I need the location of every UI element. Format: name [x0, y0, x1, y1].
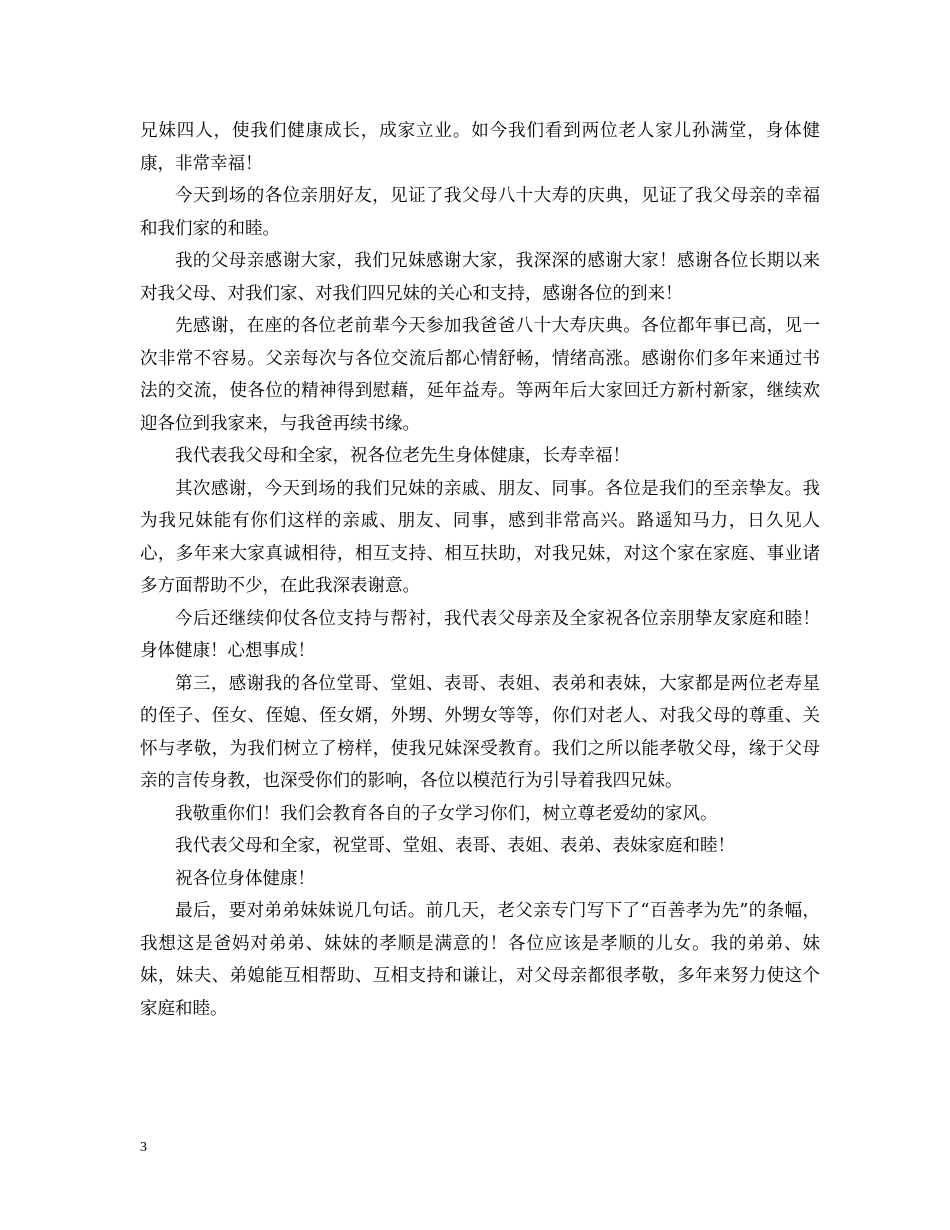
paragraph-12: 最后，要对弟弟妹妹说几句话。前几天，老父亲专门写下了“百善孝为先”的条幅，我想这是爸妈对弟弟、妹妹的孝顺是满意的！各位应该是孝顺的儿女。我的弟弟、妹妹，妹夫、弟媳能互相帮助、互相支持和谦让，对父母亲都很孝敬，多年来努力使这个家庭和睦。	[140, 901, 820, 1019]
paragraph-2: 今天到场的各位亲朋好友，见证了我父母八十大寿的庆典，见证了我父母亲的幸福和我们家的和睦。	[140, 186, 820, 239]
paragraph-4: 先感谢，在座的各位老前辈今天参加我爸爸八十大寿庆典。各位都年事已高，见一次非常不容易。父亲每次与各位交流后都心情舒畅，情绪高涨。感谢你们多年来通过书法的交流，使各位的精神得到慰藉，延年益寿。等两年后大家回迁方新村新家，继续欢迎各位到我家来，与我爸再续书缘。	[140, 316, 820, 434]
paragraph-10: 我代表父母和全家，祝堂哥、堂姐、表哥、表姐、表弟、表妹家庭和睦！	[175, 836, 735, 856]
paragraph-8: 第三，感谢我的各位堂哥、堂姐、表哥、表姐、表弟和表妹，大家都是两位老寿星的侄子、侄女、侄媳、侄女婿，外甥、外甥女等等，你们对老人、对我父母的尊重、关怀与孝敬，为我们树立了榜样，使我兄妹深受教育。我们之所以能孝敬父母，缘于父母亲的言传身教，也深受你们的影响，各位以模范行为引导着我四兄妹。	[140, 673, 820, 791]
paragraph-5: 我代表我父母和全家，祝各位老先生身体健康，长寿幸福！	[175, 446, 630, 466]
paragraph-7: 今后还继续仰仗各位支持与帮衬，我代表父母亲及全家祝各位亲朋挚友家庭和睦！身体健康！心想事成！	[140, 608, 820, 661]
paragraph-11: 祝各位身体健康！	[175, 868, 315, 889]
page-number: 3	[140, 1140, 147, 1155]
paragraph-1: 兄妹四人，使我们健康成长，成家立业。如今我们看到两位老人家儿孙满堂，身体健康，非常幸福！	[140, 121, 820, 174]
paragraph-9: 我敬重你们！我们会教育各自的子女学习你们，树立尊老爱幼的家风。	[175, 803, 718, 824]
paragraph-6: 其次感谢，今天到场的我们兄妹的亲戚、朋友、同事。各位是我们的至亲挚友。我为我兄妹能有你们这样的亲戚、朋友、同事，感到非常高兴。路遥知马力，日久见人心，多年来大家真诚相待，相互支持、相互扶助，对我兄妹，对这个家在家庭、事业诸多方面帮助不少，在此我深表谢意。	[140, 478, 820, 596]
body-text	[140, 115, 820, 1025]
paragraph-3: 我的父母亲感谢大家，我们兄妹感谢大家，我深深的感谢大家！感谢各位长期以来对我父母、对我们家、对我们四兄妹的关心和支持，感谢各位的到来！	[140, 251, 820, 304]
